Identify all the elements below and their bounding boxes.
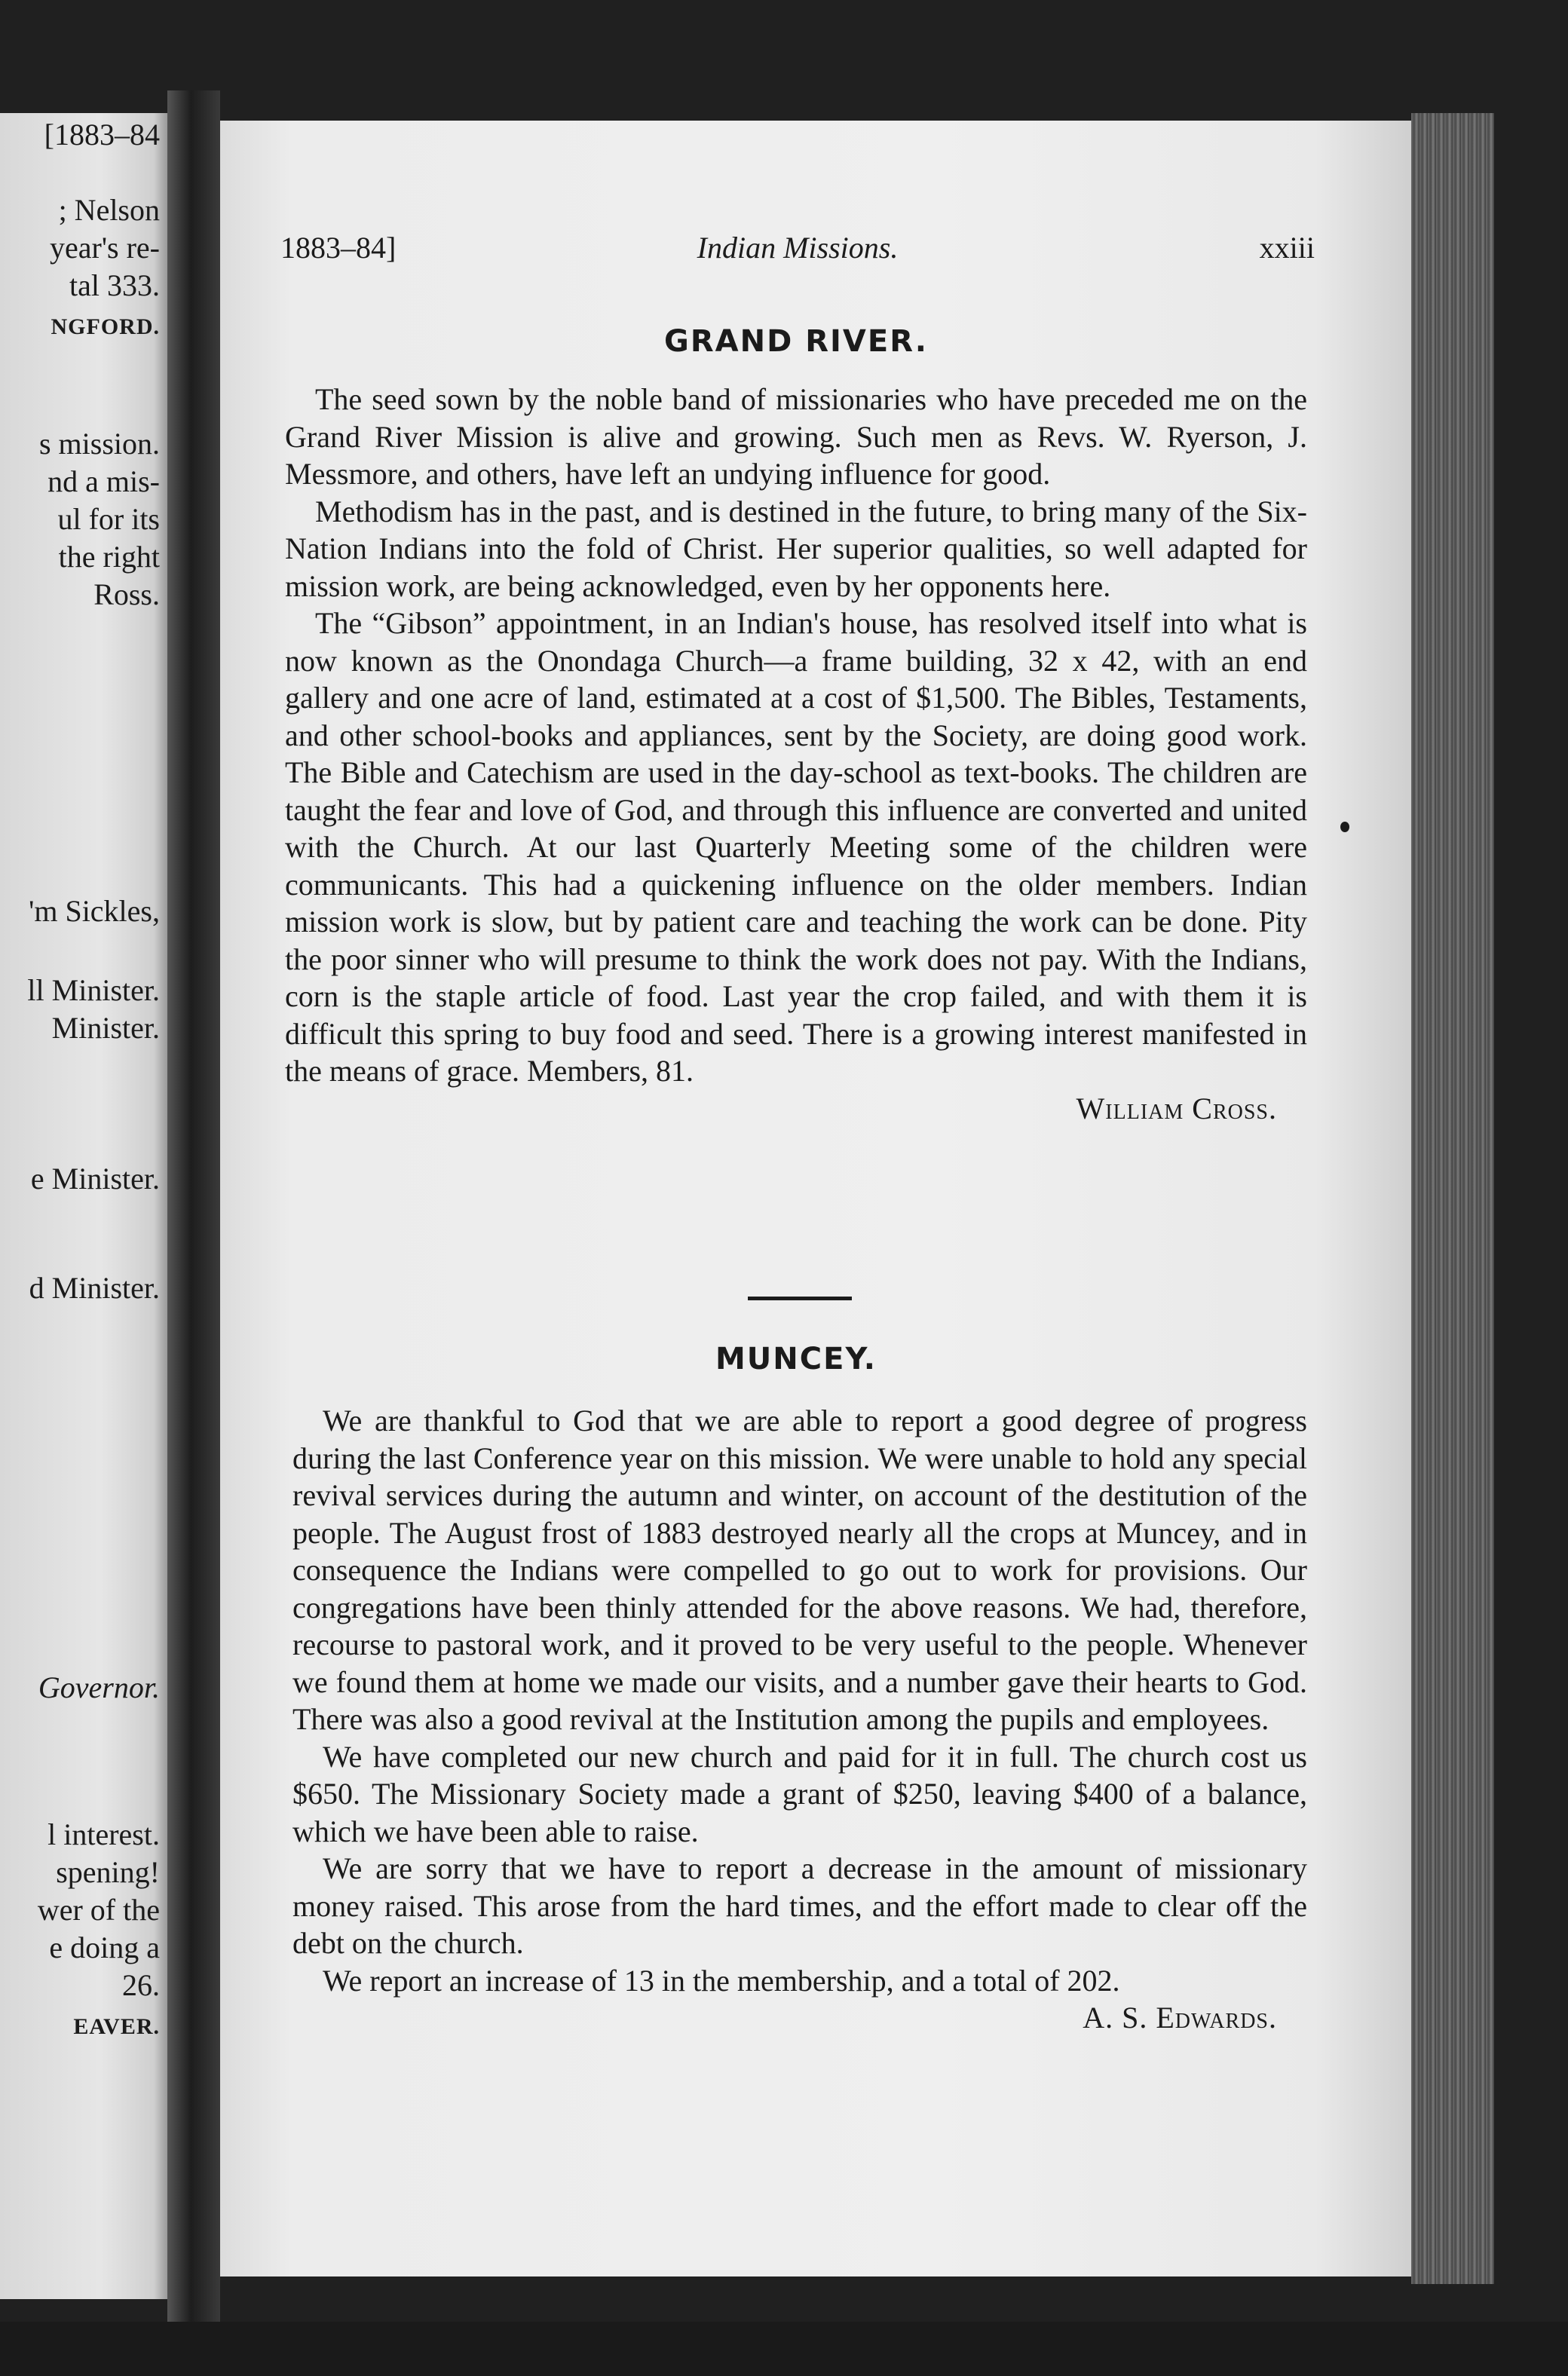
section-muncey [292,1402,1307,2037]
paragraph: The seed sown by the noble band of missionaries who have preceded me on the Grand River Mission is alive and growing. Such men as Revs. W. Ryerson, J. Messmore, and others, have left an undying influence for good. [285,382,1307,491]
facing-page-line: year's re- [50,231,160,265]
facing-page-line: ; Nelson [58,193,160,227]
facing-page-line: 26. [122,1968,160,2002]
facing-page-line: spening! [56,1855,160,1889]
facing-page-line: wer of the [37,1893,160,1927]
running-head-year: 1883–84] [280,231,397,265]
facing-page [0,113,167,2299]
section-grand-river [285,381,1307,1127]
paragraph: We have completed our new church and paid for it in full. The church cost us $650. The Missionary Society made a grant of $250, leaving $400 of a balance, which we have been able to raise. [292,1739,1307,1848]
facing-page-line: s mission. [38,427,160,461]
section-heading-muncey: MUNCEY. [715,1342,877,1376]
running-head-title: Indian Missions. [697,231,899,265]
facing-page-line: e Minister. [30,1162,160,1196]
scan-border [0,2322,1568,2376]
paragraph: We are thankful to God that we are able to report a good degree of progress during the last Conference year on this mission. We were unable to hold any special revival services during the autumn and winter, on account of the destitution of the people. The August frost of 1883 destroyed nearly all the crops at Muncey, and in consequence the Indians were compelled to go out to work for provisions. Our congregations have been thinly attended for the above reasons. We had, therefore, recourse to pastoral work, and it proved to be very useful to the people. Whenever we found them at home we made our visits, and a number gave their hearts to God. There was also a good revival at the Institution among the pupils and employees. [292,1404,1307,1736]
facing-page-line: d Minister. [29,1271,160,1305]
facing-page-line: ul for its [57,502,160,536]
facing-page-line: l interest. [47,1817,160,1851]
page [220,121,1411,2276]
paragraph: The “Gibson” appointment, in an Indian's house, has resolved itself into what is now known as the Onondaga Church—a frame building, 32 x 42, with an end gallery and one acre of land, estimated at a cost of $1,500. The Bibles, Testaments, and other school-books and appliances, sent by the Society, are doing good work. The Bible and Catechism are used in the day-school as text-books. The children are taught the fear and love of God, and through this influence are converted and united with the Church. At our last Quarterly Meeting some of the children were communicants. This had a quickening influence on the older members. Indian mission work is slow, but by patient care and teaching the work can be done. Pity the poor sinner who will presume to think the work does not pay. With the Indians, corn is the staple article of food. Last year the crop failed, and with them it is difficult this spring to buy food and seed. There is a growing interest manifested in the means of grace. Members, 81. [285,606,1307,1088]
section-divider [748,1297,852,1300]
facing-page-line: Ross. [93,577,160,611]
page-number: xxiii [1259,231,1315,265]
paragraph: We report an increase of 13 in the membership, and a total of 202. [323,1963,1120,1998]
facing-page-line: [1883–84 [44,118,160,152]
facing-page-line: Governor. [38,1670,160,1704]
page-edge [1411,113,1494,2284]
book-gutter [167,90,220,2322]
facing-page-line: 'm Sickles, [29,894,160,928]
facing-page-line: e doing a [49,1930,160,1964]
running-head [280,230,1315,275]
ink-speck [1340,822,1349,832]
signature: A. S. Edwards. [1083,2001,1277,2035]
facing-page-line: ll Minister. [27,973,160,1007]
paragraph: Methodism has in the past, and is destined in the future, to bring many of the Six-Nation Indians into the fold of Christ. Her superior qualities, so well adapted for mission work, are being acknowledged, even by her opponents here. [285,494,1307,603]
signature: William Cross. [1076,1091,1277,1125]
facing-page-line: tal 333. [69,268,160,302]
facing-page-line: nd a mis- [47,464,160,498]
facing-page-line: NGFORD. [51,314,160,339]
section-heading-grand-river: GRAND RIVER. [664,324,928,359]
facing-page-line: Minister. [51,1011,160,1045]
facing-page-line: EAVER. [73,2014,160,2039]
facing-page-line: the right [58,540,160,574]
paragraph: We are sorry that we have to report a decrease in the amount of missionary money raised. This arose from the hard times, and the effort made to clear off the debt on the church. [292,1851,1307,1960]
